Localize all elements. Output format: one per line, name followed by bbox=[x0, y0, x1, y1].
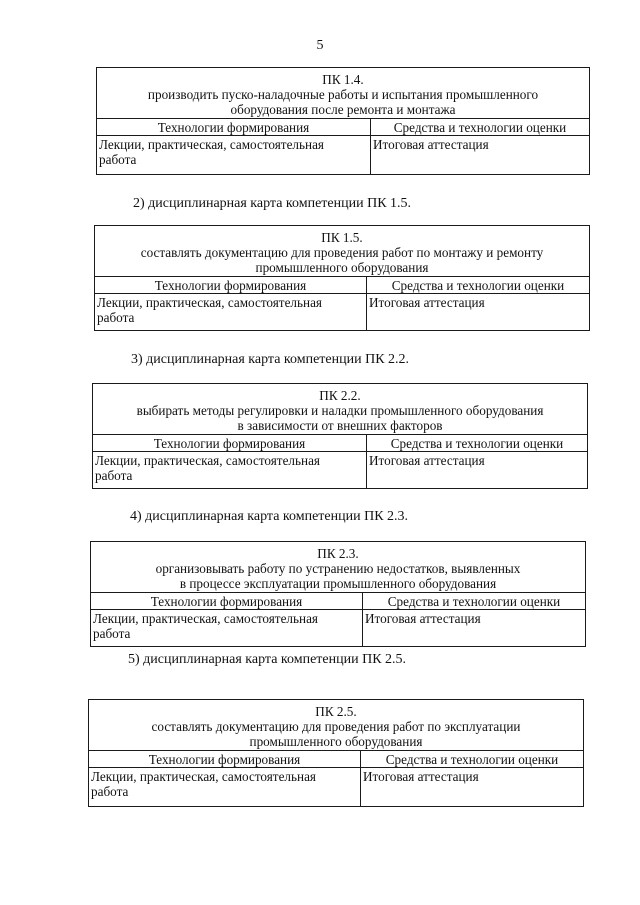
competency-description-line-1: составлять документацию для проведения работ по эксплуатации bbox=[151, 719, 521, 734]
competency-description-line-1: организовывать работу по устранению недостатков, выявленных bbox=[155, 561, 521, 576]
competency-card-pk-2-2 bbox=[92, 383, 588, 489]
competency-code: ПК 2.5. bbox=[315, 704, 357, 719]
col-header-technologies: Технологии формирования bbox=[91, 593, 363, 610]
assessment-cell: Итоговая аттестация bbox=[369, 295, 485, 310]
technologies-line-2: работа bbox=[95, 468, 133, 483]
card-caption-pk-1-5: 2) дисциплинарная карта компетенции ПК 1.5. bbox=[133, 196, 412, 211]
col-header-assessment: Средства и технологии оценки bbox=[367, 435, 587, 452]
card-header bbox=[97, 68, 589, 118]
card-table bbox=[91, 592, 585, 646]
competency-description-line-1: выбирать методы регулировки и наладки промышленного оборудования bbox=[136, 403, 544, 418]
col-header-assessment: Средства и технологии оценки bbox=[367, 277, 589, 294]
technologies-line-1: Лекции, практическая, самостоятельная bbox=[99, 137, 324, 152]
competency-card-pk-2-5 bbox=[88, 699, 584, 807]
competency-description-line-2: оборудования после ремонта и монтажа bbox=[230, 102, 456, 117]
card-caption-pk-2-2: 3) дисциплинарная карта компетенции ПК 2.2. bbox=[131, 352, 410, 367]
assessment-cell: Итоговая аттестация bbox=[363, 769, 479, 784]
card-caption-pk-2-3: 4) дисциплинарная карта компетенции ПК 2.3. bbox=[130, 509, 409, 524]
competency-code: ПК 2.2. bbox=[319, 388, 361, 403]
col-header-assessment: Средства и технологии оценки bbox=[363, 593, 585, 610]
technologies-line-2: работа bbox=[99, 152, 137, 167]
technologies-line-1: Лекции, практическая, самостоятельная bbox=[93, 611, 318, 626]
competency-description-line-2: промышленного оборудования bbox=[255, 260, 429, 275]
col-header-technologies: Технологии формирования bbox=[89, 751, 361, 768]
col-header-assessment: Средства и технологии оценки bbox=[371, 119, 589, 136]
card-header bbox=[91, 542, 585, 592]
assessment-cell: Итоговая аттестация bbox=[369, 453, 485, 468]
technologies-cell bbox=[97, 136, 371, 174]
col-header-technologies: Технологии формирования bbox=[95, 277, 367, 294]
technologies-line-2: работа bbox=[97, 310, 135, 325]
assessment-cell: Итоговая аттестация bbox=[365, 611, 481, 626]
competency-code: ПК 1.4. bbox=[322, 72, 364, 87]
competency-card-pk-1-5 bbox=[94, 225, 590, 331]
competency-code: ПК 1.5. bbox=[321, 230, 363, 245]
technologies-cell bbox=[89, 768, 361, 806]
card-table bbox=[89, 750, 583, 806]
col-header-technologies: Технологии формирования bbox=[93, 435, 367, 452]
technologies-cell bbox=[93, 452, 367, 488]
col-header-assessment: Средства и технологии оценки bbox=[361, 751, 583, 768]
competency-code: ПК 2.3. bbox=[317, 546, 359, 561]
technologies-cell bbox=[95, 294, 367, 330]
card-header bbox=[93, 384, 587, 434]
technologies-line-1: Лекции, практическая, самостоятельная bbox=[97, 295, 322, 310]
technologies-line-2: работа bbox=[93, 626, 131, 641]
competency-description-line-1: производить пуско-наладочные работы и испытания промышленного bbox=[147, 87, 539, 102]
competency-card-pk-2-3 bbox=[90, 541, 586, 647]
col-header-technologies: Технологии формирования bbox=[97, 119, 371, 136]
card-caption-pk-2-5: 5) дисциплинарная карта компетенции ПК 2.5. bbox=[128, 652, 407, 667]
assessment-cell: Итоговая аттестация bbox=[373, 137, 489, 152]
competency-description-line-2: промышленного оборудования bbox=[249, 734, 423, 749]
card-table bbox=[95, 276, 589, 330]
competency-card-pk-1-4 bbox=[96, 67, 590, 175]
card-table bbox=[93, 434, 587, 488]
technologies-line-1: Лекции, практическая, самостоятельная bbox=[95, 453, 320, 468]
competency-description-line-1: составлять документацию для проведения работ по монтажу и ремонту bbox=[140, 245, 544, 260]
page-number: 5 bbox=[316, 38, 324, 53]
card-table bbox=[97, 118, 589, 174]
competency-description-line-2: в зависимости от внешних факторов bbox=[237, 418, 443, 433]
technologies-line-2: работа bbox=[91, 784, 129, 799]
technologies-line-1: Лекции, практическая, самостоятельная bbox=[91, 769, 316, 784]
card-header bbox=[95, 226, 589, 276]
technologies-cell bbox=[91, 610, 363, 646]
competency-description-line-2: в процессе эксплуатации промышленного оборудования bbox=[179, 576, 497, 591]
card-header bbox=[89, 700, 583, 750]
